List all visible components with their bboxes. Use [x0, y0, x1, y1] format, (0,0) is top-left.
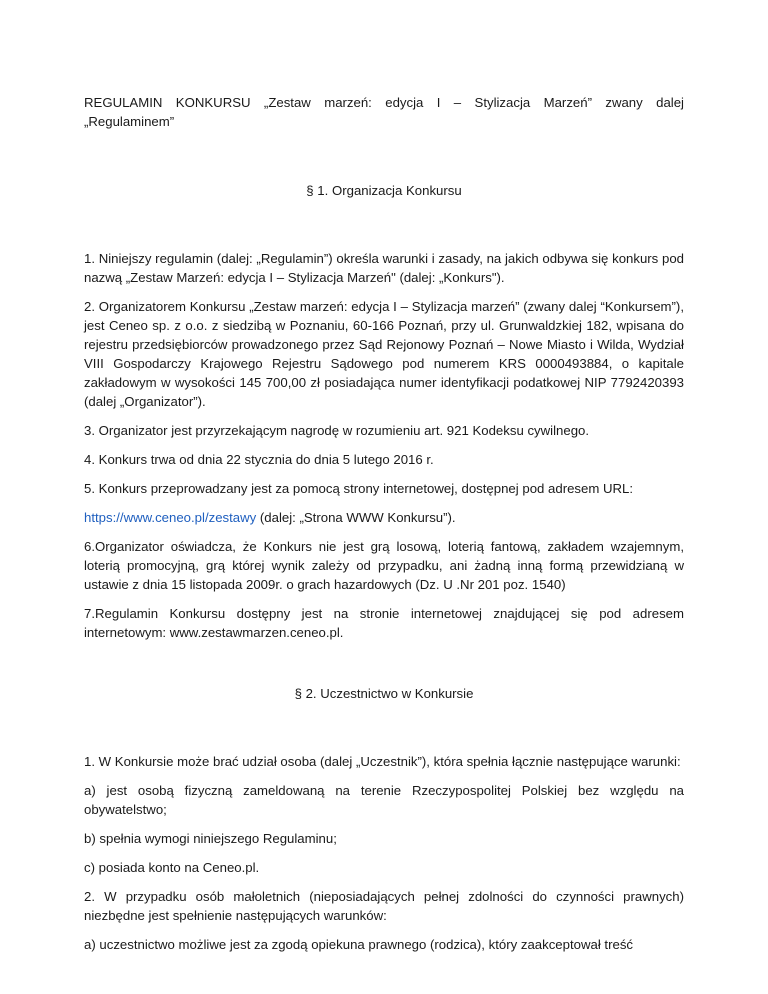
section-2-paragraph-2-item-a: a) uczestnictwo możliwe jest za zgodą opiekuna prawnego (rodzica), który zaakceptował treść	[84, 937, 634, 952]
text-fragment: ").	[491, 270, 505, 285]
term-konkurs: Konkurs	[443, 270, 492, 285]
document-content	[84, 93, 684, 964]
section-1-paragraph-1	[84, 249, 684, 287]
section-2-item-b: b) spełnia wymogi niniejszego Regulaminu;	[84, 831, 337, 846]
section-2-paragraph-2: 2. W przypadku osób małoletnich (nieposiadających pełnej zdolności do czynności prawnych) niezbędne jest spełnienie następujących warunków:	[84, 889, 684, 923]
section-2-heading: § 2. Uczestnictwo w Konkursie	[294, 686, 474, 701]
title-line-2: „Regulaminem”	[84, 114, 175, 129]
section-1-paragraph-6: 6.Organizator oświadcza, że Konkurs nie jest grą losową, loterią fantową, zakładem wzajemnym, loterią promocyjną, grą której wynik zależy od przypadku, ani żadną inną formą przewidzianą w ustawie z dnia 15 listopada 2009r. o grach hazardowych (Dz. U .Nr 201 poz. 1540)	[84, 539, 684, 592]
title-line-1: REGULAMIN KONKURSU „Zestaw marzeń: edycja I – Stylizacja Marzeń” zwany dalej	[84, 95, 684, 110]
section-2-paragraph-1: 1. W Konkursie może brać udział osoba (dalej „Uczestnik”), która spełnia łącznie następujące warunki:	[84, 754, 681, 769]
section-1-paragraph-7: 7.Regulamin Konkursu dostępny jest na stronie internetowej znajdującej się pod adresem internetowym: www.zestawmarzen.ceneo.pl.	[84, 606, 684, 640]
section-1-paragraph-2: 2. Organizatorem Konkursu „Zestaw marzeń: edycja I – Stylizacja marzeń” (zwany dalej “Konkursem”), jest Ceneo sp. z o.o. z siedzibą w Poznaniu, 60-166 Poznań, przy ul. Grunwaldzkiej 182, wpisana do rejestru przedsiębiorców prowadzonego przez Sąd Rejonowy Poznań – Nowe Miasto i Wilda, Wydział VIII Gospodarczy Krajowego Rejestru Sądowego pod numerem KRS 0000493884, o kapitale zakładowym w wysokości 145 700,00 zł posiadająca numer identyfikacji podatkowej NIP 7792420393 (dalej „Organizator”).	[84, 299, 684, 409]
text-fragment: 1. Niniejszy regulamin (dalej: „	[84, 251, 261, 266]
section-1-paragraph-5-url	[84, 508, 684, 527]
section-2-item-a: a) jest osobą fizyczną zameldowaną na terenie Rzeczypospolitej Polskiej bez względu na obywatelstwo;	[84, 783, 684, 817]
text-fragment: ”) określa warunki i zasady, na jakich odbywa się konkurs pod nazwą „Zestaw Marzeń: edycja I – Stylizacja Marzeń" (dalej: „	[84, 251, 684, 285]
text-fragment: (dalej: „	[256, 510, 304, 525]
term-regulamin: Regulamin	[260, 251, 324, 266]
section-1-heading: § 1. Organizacja Konkursu	[306, 183, 462, 198]
section-1-paragraph-5: 5. Konkurs przeprowadzany jest za pomocą strony internetowej, dostępnej pod adresem URL:	[84, 481, 634, 496]
term-strona-www: Strona WWW Konkursu	[303, 510, 444, 525]
contest-url-link[interactable]: https://www.ceneo.pl/zestawy	[84, 510, 257, 525]
text-fragment: ”).	[443, 510, 456, 525]
document-title	[84, 93, 684, 131]
section-2-item-c: c) posiada konto na Ceneo.pl.	[84, 860, 260, 875]
section-1-paragraph-3: 3. Organizator jest przyrzekającym nagrodę w rozumieniu art. 921 Kodeksu cywilnego.	[84, 423, 590, 438]
section-1-paragraph-4: 4. Konkurs trwa od dnia 22 stycznia do dnia 5 lutego 2016 r.	[84, 452, 434, 467]
